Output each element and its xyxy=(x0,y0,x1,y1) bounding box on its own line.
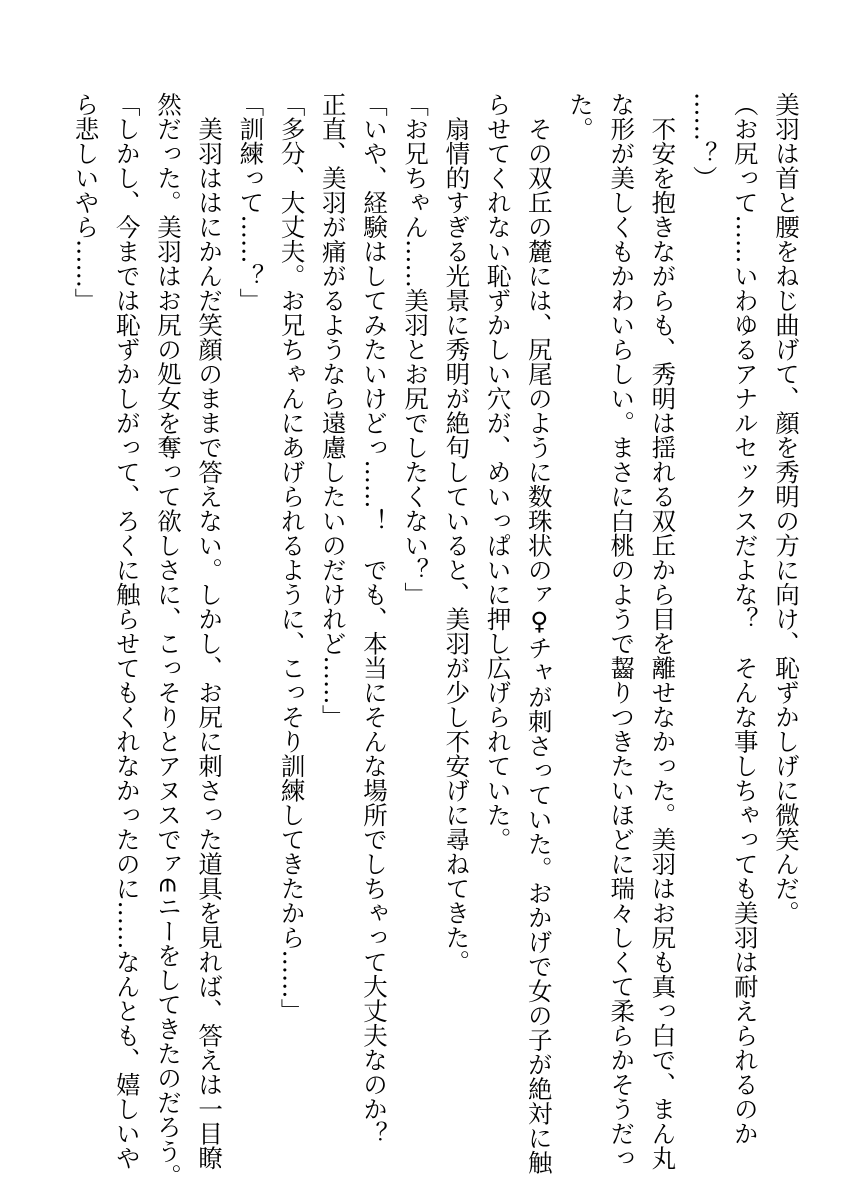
text-line: 正直、美羽が痛がるようなら遠慮したいのだけれど……」 xyxy=(318,92,348,729)
text-line: 扇情的すぎる光景に秀明が絶句していると、美羽が少し不安げに尋ねてきた。 xyxy=(442,92,472,974)
body-text xyxy=(65,92,807,1189)
text-line: た。 xyxy=(565,92,595,141)
text-line: 然だった。美羽はお尻の処女を奪って欲しさに、こっそりとアヌスでァ∈ニーをしてきたのだろう。 xyxy=(153,92,183,1189)
text-line: ら悲しいやら……」 xyxy=(71,92,101,313)
text-line: な形が美しくもかわいらしい。まさに白桃のようで齧りつきたいほどに瑞々しくて柔らかそうだっ xyxy=(607,92,637,1170)
text-line: ……？） xyxy=(689,92,719,190)
text-line: （お尻って……いわゆるアナルセックスだよな？ そんな事しちゃっても美羽は耐えられるのか xyxy=(730,92,760,1146)
text-line: 「訓練って……？」 xyxy=(236,92,266,313)
text-line: 美羽ははにかんだ笑顔のままで答えない。しかし、お尻に刺さった道具を見れば、答えは一目瞭 xyxy=(195,92,225,1170)
text-line: その双丘の麓には、尻尾のように数珠状のァ♀チャが刺さっていた。おかげで女の子が絶対に触 xyxy=(524,92,554,1175)
text-line: 「多分、大丈夫。お兄ちゃんにあげられるように、こっそり訓練してきたから……」 xyxy=(277,92,307,1023)
text-line: 「いや、経験はしてみたいけどっ……！ でも、本当にそんな場所でしちゃって大丈夫なのか？ xyxy=(359,92,389,1146)
text-line: 不安を抱きながらも、秀明は揺れる双丘から目を離せなかった。美羽はお尻も真っ白で、まん丸 xyxy=(648,92,678,1170)
text-line: らせてくれない恥ずかしい穴が、めいっぱいに押し広げられていた。 xyxy=(483,92,513,852)
text-line: 美羽は首と腰をねじ曲げて、顔を秀明の方に向け、恥ずかしげに微笑んだ。 xyxy=(772,92,801,925)
text-line: 「しかし、今までは恥ずかしがって、ろくに触らせてもくれなかったのに……なんとも、嬉しいや xyxy=(112,92,142,1170)
text-line: 「お兄ちゃん……美羽とお尻でしたくない？」 xyxy=(401,92,431,607)
